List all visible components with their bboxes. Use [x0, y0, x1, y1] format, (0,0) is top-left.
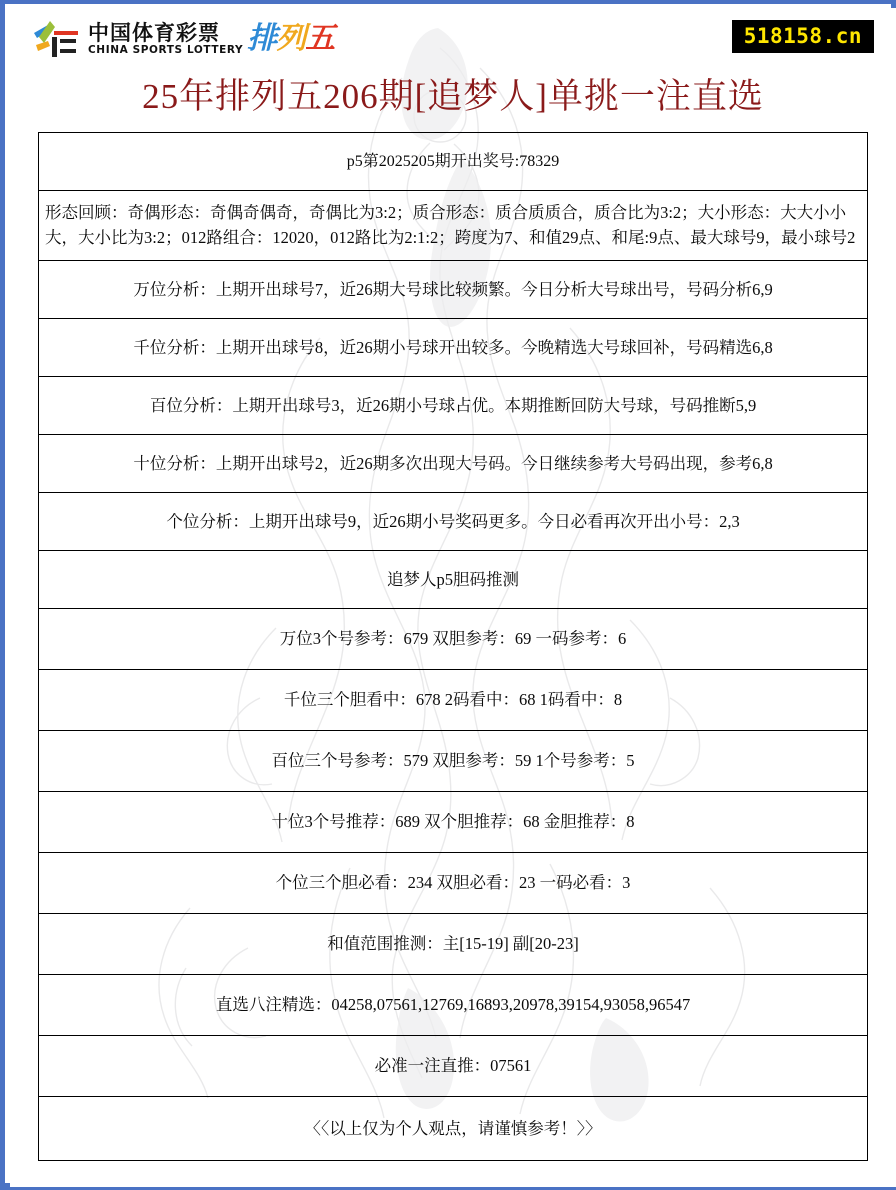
logo-game-char-1: 排 — [247, 21, 277, 56]
table-row — [39, 133, 868, 191]
table-row — [39, 551, 868, 609]
table-row — [39, 1036, 868, 1097]
sports-lottery-mark-icon — [30, 19, 82, 59]
pick-ge-wei: 个位三个胆必看：234 双胆必看：23 一码必看：3 — [275, 873, 631, 892]
disclaimer-text: 〈〈以上仅为个人观点，请谨慎参考！〉〉 — [304, 1119, 602, 1138]
site-header — [10, 8, 896, 68]
draw-result-text: p5第2025205期开出奖号:78329 — [346, 153, 560, 170]
logo-game-char-2: 列 — [276, 21, 306, 56]
table-row — [39, 493, 868, 551]
pick-shi-wei: 十位3个号推荐：689 双个胆推荐：68 金胆推荐：8 — [271, 812, 635, 831]
pick-qian-wei: 千位三个胆看中：678 2码看中：68 1码看中：8 — [283, 690, 623, 709]
analysis-wan-wei: 万位分析：上期开出球号7，近26期大号球比较频繁。今日分析大号球出号，号码分析6,9 — [133, 280, 773, 299]
page-content — [10, 8, 896, 1187]
table-row — [39, 191, 868, 261]
lottery-logo — [30, 17, 334, 61]
analysis-ge-wei: 个位分析：上期开出球号9，近26期小号奖码更多。今日必看再次开出小号：2,3 — [166, 512, 740, 531]
table-row — [39, 377, 868, 435]
table-row — [39, 792, 868, 853]
table-row — [39, 261, 868, 319]
prediction-table — [38, 132, 868, 1161]
pick-eight-bets: 直选八注精选：04258,07561,12769,16893,20978,39154,93058,96547 — [215, 995, 691, 1014]
table-row — [39, 319, 868, 377]
site-domain-badge[interactable]: 518158.cn — [732, 20, 874, 53]
logo-game-name — [247, 19, 334, 59]
form-review-text: 形态回顾：奇偶形态：奇偶奇偶奇，奇偶比为3:2；质合形态：质合质质合，质合比为3:2；大小形态：大大小小大，大小比为3:2；012路组合：12020，012路比为2:1:2；跨度为7、和值29点、和尾:9点、最大球号9，最小球号2 — [45, 203, 856, 247]
table-row — [39, 731, 868, 792]
section-heading-dan-ma: 追梦人p5胆码推测 — [387, 570, 519, 589]
analysis-qian-wei: 千位分析：上期开出球号8，近26期小号球开出较多。今晚精选大号球回补，号码精选6,8 — [133, 338, 773, 357]
table-row — [39, 975, 868, 1036]
pick-bai-wei: 百位三个号参考：579 双胆参考：59 1个号参考：5 — [271, 751, 635, 770]
table-row — [39, 435, 868, 493]
table-row — [39, 609, 868, 670]
logo-title-en: CHINA SPORTS LOTTERY — [88, 43, 244, 56]
table-row — [39, 1097, 868, 1161]
logo-title-cn: 中国体育彩票 — [88, 20, 220, 45]
pick-single-bet: 必准一注直推：07561 — [374, 1056, 532, 1075]
table-row — [39, 670, 868, 731]
pick-wan-wei: 万位3个号参考：679 双胆参考：69 一码参考：6 — [279, 629, 627, 648]
logo-game-char-3: 五 — [305, 21, 335, 56]
logo-text-block — [88, 22, 243, 57]
table-row — [39, 853, 868, 914]
pick-sum-range: 和值范围推测：主[15-19] 副[20-23] — [327, 934, 579, 953]
analysis-shi-wei: 十位分析：上期开出球号2，近26期多次出现大号码。今日继续参考大号码出现，参考6,8 — [133, 454, 773, 473]
table-row — [39, 914, 868, 975]
page-title: 25年排列五206期[追梦人]单挑一注直选 — [142, 77, 764, 116]
analysis-bai-wei: 百位分析：上期开出球号3，近26期小号球占优。本期推断回防大号球，号码推断5,9 — [149, 396, 757, 415]
